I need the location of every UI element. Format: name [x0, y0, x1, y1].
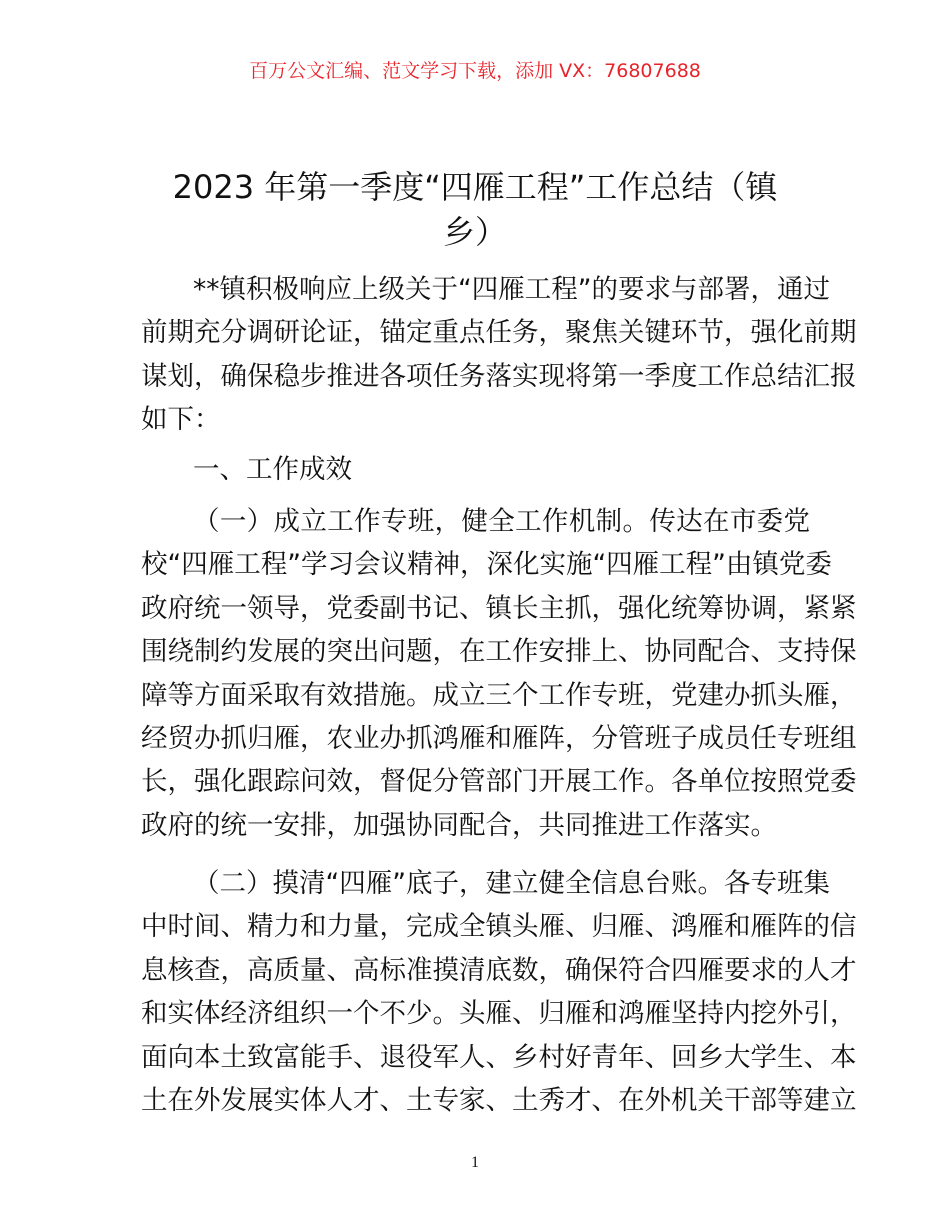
text-line: 面向本土致富能手、退役军人、乡村好青年、回乡大学生、本 — [141, 1041, 857, 1073]
text-line: （一）成立工作专班，健全工作机制。传达在市委党 — [193, 506, 810, 537]
title-line: 乡） — [442, 213, 507, 251]
text-line: 中时间、精力和力量，完成全镇头雁、归雁、鸿雁和雁阵的信 — [141, 911, 857, 943]
text-line: **镇积极响应上级关于“四雁工程”的要求与部署，通过 — [193, 274, 830, 305]
text-line: 校“四雁工程”学习会议精神，深化实施“四雁工程”由镇党委 — [141, 549, 832, 581]
text-line: 经贸办抓归雁，农业办抓鸿雁和雁阵，分管班子成员任专班组 — [141, 722, 857, 754]
watermark-header: 百万公文汇编、范文学习下载，添加 VX：76807688 — [249, 60, 701, 82]
text-line: 围绕制约发展的突出问题，在工作安排上、协同配合、支持保 — [141, 636, 857, 668]
text-line: 障等方面采取有效措施。成立三个工作专班，党建办抓头雁， — [141, 679, 857, 711]
text-line: 谋划，确保稳步推进各项任务落实现将第一季度工作总结汇报 — [141, 360, 857, 392]
title-line: 2023 年第一季度“四雁工程”工作总结（镇 — [172, 168, 778, 206]
paragraph-section-1 — [141, 500, 857, 847]
text-line: 和实体经济组织一个不少。头雁、归雁和鸿雁坚持内挖外引， — [141, 998, 857, 1030]
text-line: 前期充分调研论证，锚定重点任务，聚焦关键环节，强化前期 — [141, 317, 857, 349]
text-line: 长，强化跟踪问效，督促分管部门开展工作。各单位按照党委 — [141, 766, 857, 798]
text-line: 息核查，高质量、高标准摸清底数，确保符合四雁要求的人才 — [141, 954, 857, 986]
heading-text: 一、工作成效 — [193, 454, 352, 485]
text-line: 如下： — [141, 404, 221, 436]
text-line: 政府的统一安排，加强协同配合，共同推进工作落实。 — [141, 809, 777, 841]
text-line: 土在外发展实体人才、土专家、土秀才、在外机关干部等建立 — [141, 1084, 857, 1116]
section-heading — [141, 448, 810, 491]
page-number: 1 — [471, 1154, 479, 1171]
paragraph-intro — [141, 268, 857, 442]
text-line: 政府统一领导，党委副书记、镇长主抓，强化统筹协调，紧紧 — [141, 592, 857, 624]
paragraph-section-2 — [141, 862, 857, 1122]
text-line: （二）摸清“四雁”底子，建立健全信息台账。各专班集 — [193, 868, 830, 899]
